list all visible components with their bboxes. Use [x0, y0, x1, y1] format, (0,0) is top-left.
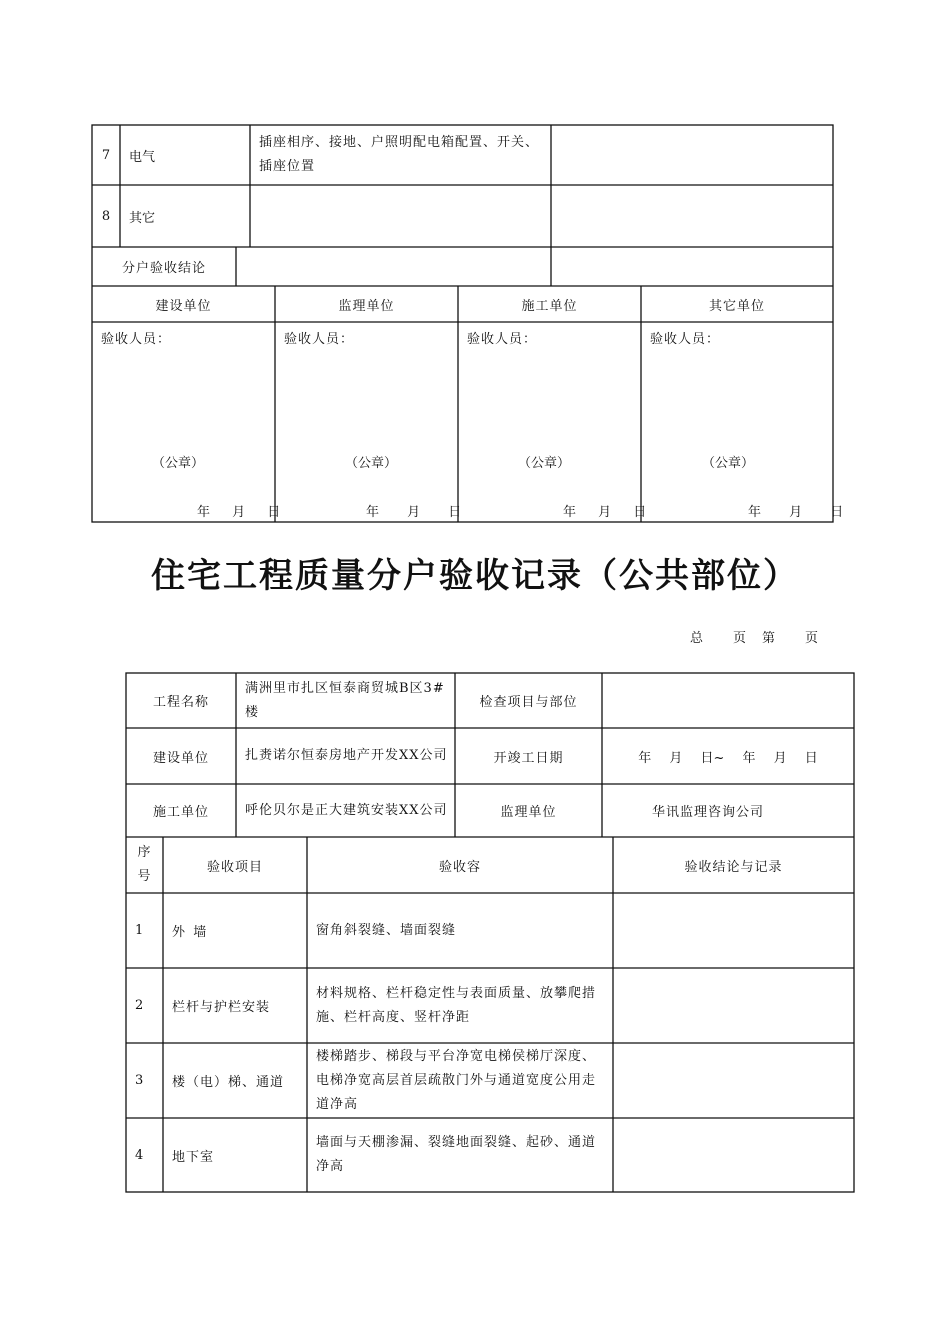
row-no: 8	[101, 208, 111, 224]
row-content[interactable]	[250, 185, 551, 247]
date-label: 年 月 日	[563, 505, 647, 520]
seal-label: （公章）	[518, 456, 571, 471]
acceptor-label: 验收人员：	[467, 332, 538, 347]
row-result[interactable]	[551, 125, 833, 185]
inspection-value[interactable]	[602, 673, 854, 728]
supervisor-value: 华讯监理咨询公司	[652, 805, 765, 820]
conclusion-extra[interactable]	[551, 247, 833, 286]
row-no: 2	[135, 998, 144, 1013]
row-content: 楼梯踏步、梯段与平台净宽电梯侯梯厅深度、电梯净宽高层首层疏散门外与通道宽度公用走道净高	[316, 1048, 597, 1112]
row-item: 电气	[129, 149, 156, 165]
row-content: 插座相序、接地、户照明配电箱配置、开关、插座位置	[259, 135, 540, 174]
page-total-label: 总	[690, 631, 706, 646]
project-name-value: 满洲里市扎区恒泰商贸城B区3#楼	[245, 680, 445, 720]
row-item: 栏杆与护栏安装	[172, 1000, 271, 1015]
row-result[interactable]	[613, 893, 854, 968]
row-content: 窗角斜裂缝、墙面裂缝	[316, 922, 457, 938]
row-content: 材料规格、栏杆稳定性与表面质量、放攀爬措施、栏杆高度、竖杆净距	[316, 985, 597, 1025]
inspection-label: 检查项目与部位	[479, 695, 578, 710]
date-label: 年 月 日	[366, 505, 462, 520]
dates-label: 开竣工日期	[493, 750, 564, 766]
row-result[interactable]	[613, 1043, 854, 1118]
acceptor-label: 验收人员：	[101, 332, 172, 347]
row-item: 其它	[129, 210, 156, 226]
row-content: 墙面与天棚渗漏、裂缝地面裂缝、起砂、通道净高	[316, 1135, 597, 1174]
header-result: 验收结论与记录	[684, 859, 783, 875]
supervisor-label: 监理单位	[500, 805, 557, 820]
row-no: 4	[135, 1147, 144, 1163]
row-item: 楼（电）梯、通道	[172, 1075, 285, 1090]
row-item: 外 墙	[172, 925, 207, 940]
seal-label: （公章）	[152, 456, 205, 471]
page-numbering	[690, 627, 820, 646]
contractor-value: 呼伦贝尔是正大建筑安装XX公司	[245, 802, 448, 818]
builder-value: 扎赉诺尔恒泰房地产开发XX公司	[245, 748, 448, 763]
unit-header-contractor: 施工单位	[521, 298, 578, 314]
unit-header-other: 其它单位	[708, 298, 765, 314]
page-unit-label: 页	[733, 631, 749, 646]
page-unit-label: 页	[805, 631, 821, 646]
project-name-label: 工程名称	[152, 695, 209, 710]
contractor-label: 施工单位	[152, 805, 209, 820]
header-no: 序号	[137, 845, 152, 884]
row-no: 1	[135, 923, 144, 938]
date-label: 年 月 日	[197, 505, 281, 520]
acceptor-label: 验收人员：	[284, 332, 355, 347]
header-item: 验收项目	[206, 859, 263, 875]
row-no: 3	[135, 1073, 144, 1088]
page-nth-label: 第	[762, 631, 778, 646]
row-result[interactable]	[613, 968, 854, 1043]
acceptor-label: 验收人员：	[650, 332, 721, 347]
conclusion-value[interactable]	[236, 247, 551, 286]
seal-label: （公章）	[702, 456, 755, 471]
conclusion-label: 分户验收结论	[121, 261, 206, 276]
unit-header-supervisor: 监理单位	[338, 298, 395, 314]
seal-label: （公章）	[345, 456, 398, 471]
row-result[interactable]	[551, 185, 833, 247]
dates-value: 年 月 日~ 年 月 日	[638, 750, 818, 766]
builder-label: 建设单位	[152, 750, 209, 766]
header-content: 验收容	[438, 859, 481, 875]
page-title: 住宅工程质量分户验收记录（公共部位）	[151, 556, 799, 596]
unit-header-builder: 建设单位	[155, 298, 212, 314]
date-label: 年 月 日	[748, 505, 844, 520]
row-item: 地下室	[172, 1149, 215, 1165]
row-no: 7	[101, 147, 111, 163]
row-result[interactable]	[613, 1118, 854, 1192]
